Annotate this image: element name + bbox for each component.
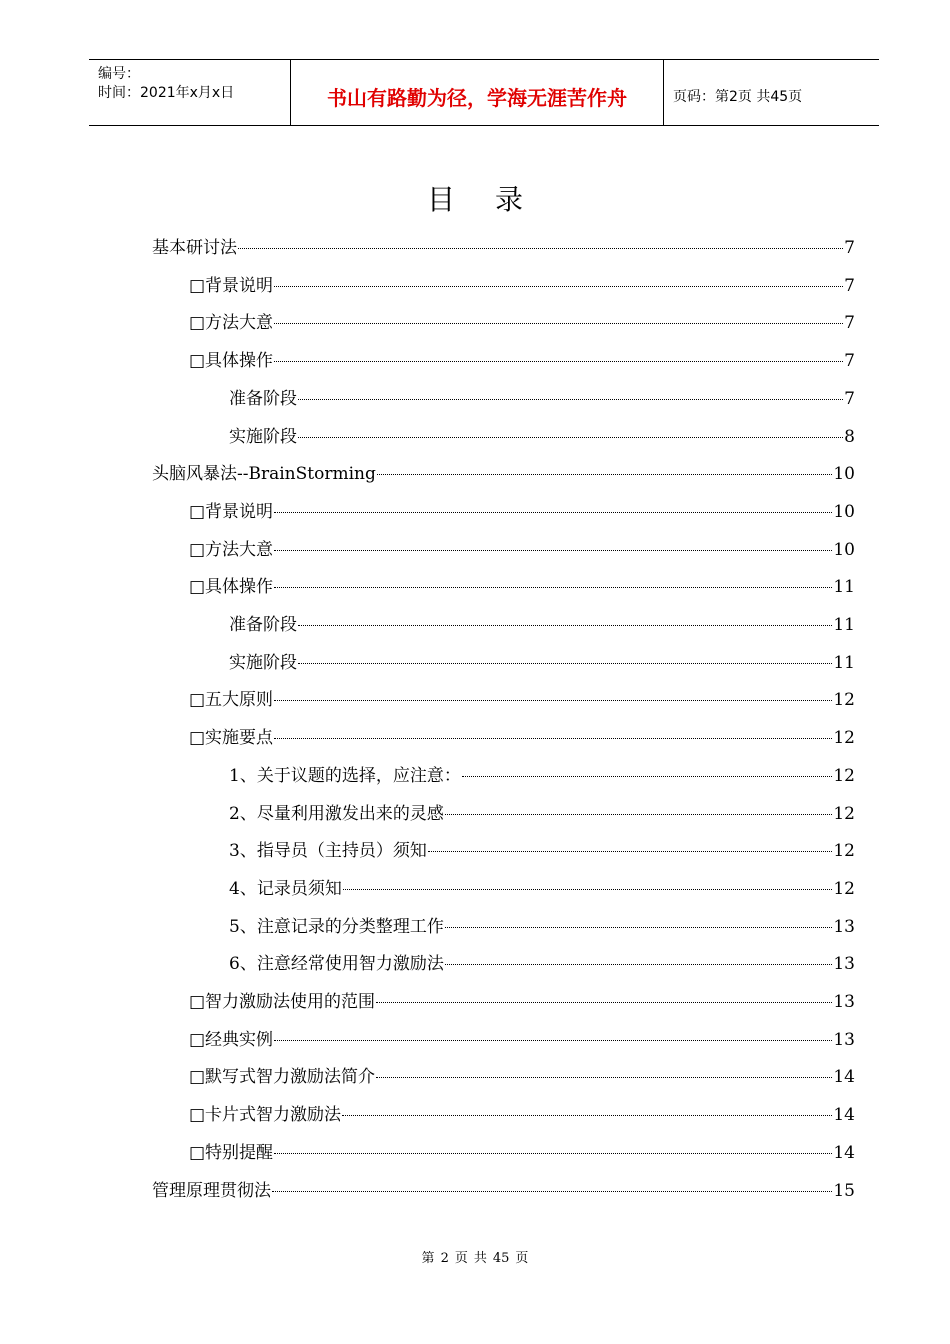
- toc-dot-leader: [298, 646, 832, 664]
- toc-dot-leader: [274, 495, 832, 513]
- toc-entry-label: □五大原则: [189, 690, 274, 710]
- toc-entry[interactable]: [189, 572, 855, 598]
- toc-entry-page: 7: [844, 351, 855, 371]
- toc-entry[interactable]: [229, 384, 855, 410]
- toc-entry[interactable]: [229, 761, 855, 787]
- page-header: [89, 59, 879, 126]
- toc-entry-page: 12: [833, 728, 855, 748]
- toc-entry-label: 1、关于议题的选择，应注意：: [229, 766, 461, 786]
- toc-entry[interactable]: [229, 949, 855, 975]
- toc-entry[interactable]: [229, 648, 855, 674]
- toc-entry-label: □具体操作: [189, 351, 274, 371]
- document-date: 时间：2021年x月x日: [98, 85, 235, 101]
- toc-entry-page: 13: [833, 954, 855, 974]
- toc-entry-label: □默写式智力激励法简介: [189, 1067, 376, 1087]
- toc-dot-leader: [274, 1023, 832, 1041]
- toc-entry-page: 11: [833, 577, 855, 597]
- footer-text: 2: [440, 1251, 449, 1266]
- toc-entry-page: 7: [844, 389, 855, 409]
- toc-entry-label: □智力激励法使用的范围: [189, 992, 376, 1012]
- page-footer: [0, 1247, 950, 1266]
- toc-entry-page: 11: [833, 615, 855, 635]
- toc-entry-label: □特别提醒: [189, 1143, 274, 1163]
- toc-entry[interactable]: [152, 1176, 855, 1202]
- toc-entry[interactable]: [229, 874, 855, 900]
- toc-entry-label: 6、注意经常使用智力激励法: [229, 954, 444, 974]
- toc-entry[interactable]: [189, 987, 855, 1013]
- toc-entry-page: 12: [833, 766, 855, 786]
- toc-entry-label: □具体操作: [189, 577, 274, 597]
- footer-text: 页: [454, 1251, 468, 1266]
- toc-entry-page: 14: [833, 1067, 855, 1087]
- toc-entry-page: 14: [833, 1105, 855, 1125]
- toc-entry[interactable]: [189, 1025, 855, 1051]
- footer-text: 第: [421, 1251, 435, 1266]
- toc-entry-page: 7: [844, 276, 855, 296]
- toc-entry-page: 13: [833, 992, 855, 1012]
- toc-entry-label: □背景说明: [189, 502, 274, 522]
- toc-entry-label: 头脑风暴法--BrainStorming: [152, 464, 376, 484]
- toc-entry-page: 8: [844, 427, 855, 447]
- toc-dot-leader: [238, 231, 843, 249]
- toc-entry-page: 10: [833, 464, 855, 484]
- toc-entry-label: 管理原理贯彻法: [152, 1181, 271, 1201]
- toc-entry-page: 7: [844, 313, 855, 333]
- toc-dot-leader: [298, 608, 832, 626]
- toc-entry-label: □经典实例: [189, 1030, 274, 1050]
- toc-dot-leader: [274, 570, 832, 588]
- header-page-cell: [664, 60, 879, 126]
- toc-entry-page: 14: [833, 1143, 855, 1163]
- toc-entry[interactable]: [152, 233, 855, 259]
- toc-dot-leader: [343, 872, 833, 890]
- header-motto-cell: [291, 60, 664, 126]
- toc-dot-leader: [428, 834, 833, 852]
- toc-dot-leader: [298, 420, 843, 438]
- header-info-cell: [89, 60, 291, 126]
- toc-dot-leader: [274, 269, 843, 287]
- toc-dot-leader: [376, 1060, 832, 1078]
- header-motto: 书山有路勤为径，学海无涯苦作舟: [327, 86, 627, 110]
- toc-entry-label: 5、注意记录的分类整理工作: [229, 917, 444, 937]
- toc-dot-leader: [274, 306, 843, 324]
- toc-entry-label: □方法大意: [189, 313, 274, 333]
- toc-entry-label: 准备阶段: [229, 389, 297, 409]
- header-page-code: 页码：第2页 共45页: [673, 89, 803, 105]
- toc-entry[interactable]: [229, 799, 855, 825]
- toc-entry[interactable]: [229, 610, 855, 636]
- toc-entry[interactable]: [229, 912, 855, 938]
- toc-entry[interactable]: [189, 1062, 855, 1088]
- toc-dot-leader: [462, 759, 833, 777]
- toc-dot-leader: [377, 457, 833, 475]
- toc-entry[interactable]: [189, 685, 855, 711]
- toc-entry-label: □背景说明: [189, 276, 274, 296]
- toc-entry-page: 11: [833, 653, 855, 673]
- footer-text: 共: [473, 1251, 487, 1266]
- toc-entry[interactable]: [152, 459, 855, 485]
- toc-dot-leader: [445, 910, 833, 928]
- toc-title: 目录: [426, 183, 563, 216]
- footer-text: 页: [515, 1251, 529, 1266]
- toc-entry-page: 12: [833, 879, 855, 899]
- footer-text: 45: [492, 1251, 510, 1266]
- toc-entry-label: 3、指导员（主持员）须知: [229, 841, 427, 861]
- toc-entry-label: 实施阶段: [229, 427, 297, 447]
- toc-entry[interactable]: [189, 497, 855, 523]
- toc-entry-page: 10: [833, 502, 855, 522]
- toc-dot-leader: [272, 1174, 832, 1192]
- toc-dot-leader: [274, 683, 832, 701]
- toc-dot-leader: [274, 344, 843, 362]
- toc-entry[interactable]: [189, 1100, 855, 1126]
- toc-entry-page: 15: [833, 1181, 855, 1201]
- toc-dot-leader: [342, 1098, 832, 1116]
- toc-entry-page: 12: [833, 841, 855, 861]
- toc-dot-leader: [274, 721, 832, 739]
- toc-entry-page: 13: [833, 917, 855, 937]
- toc-dot-leader: [298, 382, 843, 400]
- toc-entry-page: 7: [844, 238, 855, 258]
- toc-entry-label: □方法大意: [189, 540, 274, 560]
- toc-entry-label: 2、尽量利用激发出来的灵感: [229, 804, 444, 824]
- toc-entry[interactable]: [189, 346, 855, 372]
- toc-entry[interactable]: [189, 1138, 855, 1164]
- toc-entry-label: 基本研讨法: [152, 238, 237, 258]
- toc-entry[interactable]: [189, 535, 855, 561]
- document-number-label: 编号：: [98, 66, 140, 82]
- toc-dot-leader: [376, 985, 832, 1003]
- toc-entry-label: 4、记录员须知: [229, 879, 342, 899]
- toc-entry-label: □实施要点: [189, 728, 274, 748]
- toc-entry-page: 12: [833, 804, 855, 824]
- toc-entry[interactable]: [189, 723, 855, 749]
- toc-dot-leader: [445, 947, 833, 965]
- toc-entry[interactable]: [189, 308, 855, 334]
- toc-entry-page: 10: [833, 540, 855, 560]
- toc-entry-label: 准备阶段: [229, 615, 297, 635]
- toc-entry[interactable]: [189, 271, 855, 297]
- toc-entry-page: 13: [833, 1030, 855, 1050]
- toc-dot-leader: [274, 533, 832, 551]
- toc-entry[interactable]: [229, 422, 855, 448]
- toc-entry[interactable]: [229, 836, 855, 862]
- toc-entry-label: 实施阶段: [229, 653, 297, 673]
- toc-entry-page: 12: [833, 690, 855, 710]
- toc-entry-label: □卡片式智力激励法: [189, 1105, 342, 1125]
- toc-dot-leader: [274, 1136, 832, 1154]
- toc-dot-leader: [445, 797, 833, 815]
